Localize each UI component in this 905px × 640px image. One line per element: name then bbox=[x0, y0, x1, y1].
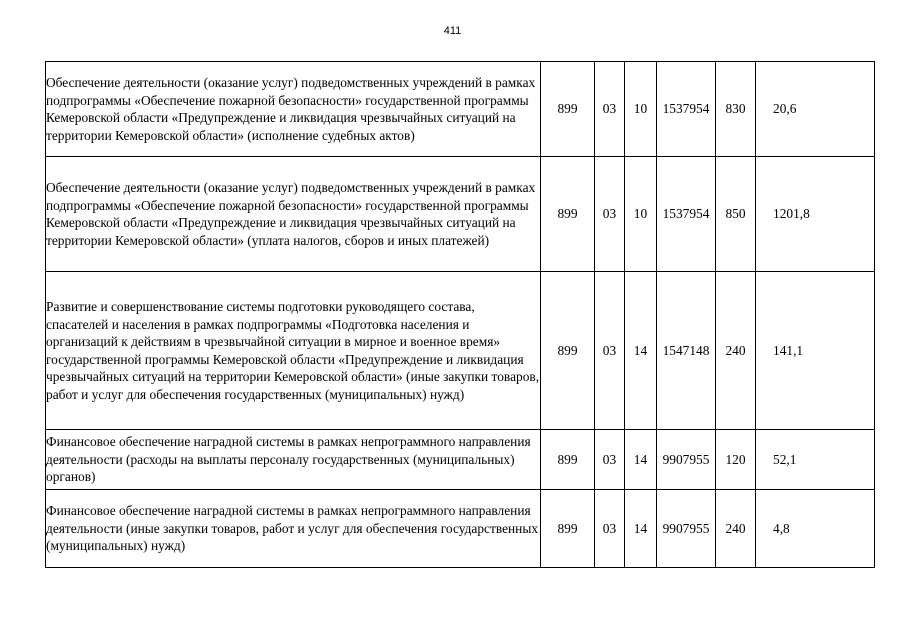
subsection-code: 14 bbox=[625, 430, 657, 490]
table-row bbox=[46, 157, 875, 272]
target-article-code: 9907955 bbox=[657, 490, 716, 568]
target-article-code: 9907955 bbox=[657, 430, 716, 490]
target-article-code: 1547148 bbox=[657, 272, 716, 430]
row-description: Финансовое обеспечение наградной системы в рамках непрограммного направления деятельности (иные закупки товаров, работ и услуг для обеспечения государственных (муниципальных) нужд) bbox=[46, 490, 541, 568]
table-row bbox=[46, 62, 875, 157]
page-number: 411 bbox=[443, 25, 462, 37]
ministry-code: 899 bbox=[541, 272, 595, 430]
row-description: Развитие и совершенствование системы подготовки руководящего состава, спасателей и населения в рамках подпрограммы «Подготовка населения и организаций к действиям в чрезвычайной ситуации в мирное и военное время» государственной программы Кемеровской области «Предупреждение и ликвидация чрезвычайных ситуаций на территории Кемеровской области» (иные закупки товаров, работ и услуг для обеспечения государственных (муниципальных) нужд) bbox=[46, 272, 541, 430]
expense-type-code: 240 bbox=[716, 490, 756, 568]
table-row bbox=[46, 490, 875, 568]
expense-type-code: 850 bbox=[716, 157, 756, 272]
section-code: 03 bbox=[595, 62, 625, 157]
amount-value: 20,6 bbox=[756, 62, 875, 157]
expense-type-code: 830 bbox=[716, 62, 756, 157]
ministry-code: 899 bbox=[541, 157, 595, 272]
section-code: 03 bbox=[595, 272, 625, 430]
expense-type-code: 120 bbox=[716, 430, 756, 490]
amount-value: 4,8 bbox=[756, 490, 875, 568]
ministry-code: 899 bbox=[541, 62, 595, 157]
expense-type-code: 240 bbox=[716, 272, 756, 430]
section-code: 03 bbox=[595, 490, 625, 568]
section-code: 03 bbox=[595, 157, 625, 272]
subsection-code: 10 bbox=[625, 157, 657, 272]
subsection-code: 14 bbox=[625, 272, 657, 430]
table-row bbox=[46, 430, 875, 490]
amount-value: 1201,8 bbox=[756, 157, 875, 272]
subsection-code: 14 bbox=[625, 490, 657, 568]
table-row bbox=[46, 272, 875, 430]
target-article-code: 1537954 bbox=[657, 157, 716, 272]
row-description: Финансовое обеспечение наградной системы в рамках непрограммного направления деятельности (расходы на выплаты персоналу государственных (муниципальных) органов) bbox=[46, 430, 541, 490]
amount-value: 141,1 bbox=[756, 272, 875, 430]
amount-value: 52,1 bbox=[756, 430, 875, 490]
section-code: 03 bbox=[595, 430, 625, 490]
budget-table bbox=[45, 61, 875, 568]
row-description: Обеспечение деятельности (оказание услуг) подведомственных учреждений в рамках подпрограммы «Обеспечение пожарной безопасности» государственной программы Кемеровской области «Предупреждение и ликвидация чрезвычайных ситуаций на территории Кемеровской области» (исполнение судебных актов) bbox=[46, 62, 541, 157]
ministry-code: 899 bbox=[541, 430, 595, 490]
target-article-code: 1537954 bbox=[657, 62, 716, 157]
subsection-code: 10 bbox=[625, 62, 657, 157]
ministry-code: 899 bbox=[541, 490, 595, 568]
row-description: Обеспечение деятельности (оказание услуг) подведомственных учреждений в рамках подпрограммы «Обеспечение пожарной безопасности» государственной программы Кемеровской области «Предупреждение и ликвидация чрезвычайных ситуаций на территории Кемеровской области» (уплата налогов, сборов и иных платежей) bbox=[46, 157, 541, 272]
